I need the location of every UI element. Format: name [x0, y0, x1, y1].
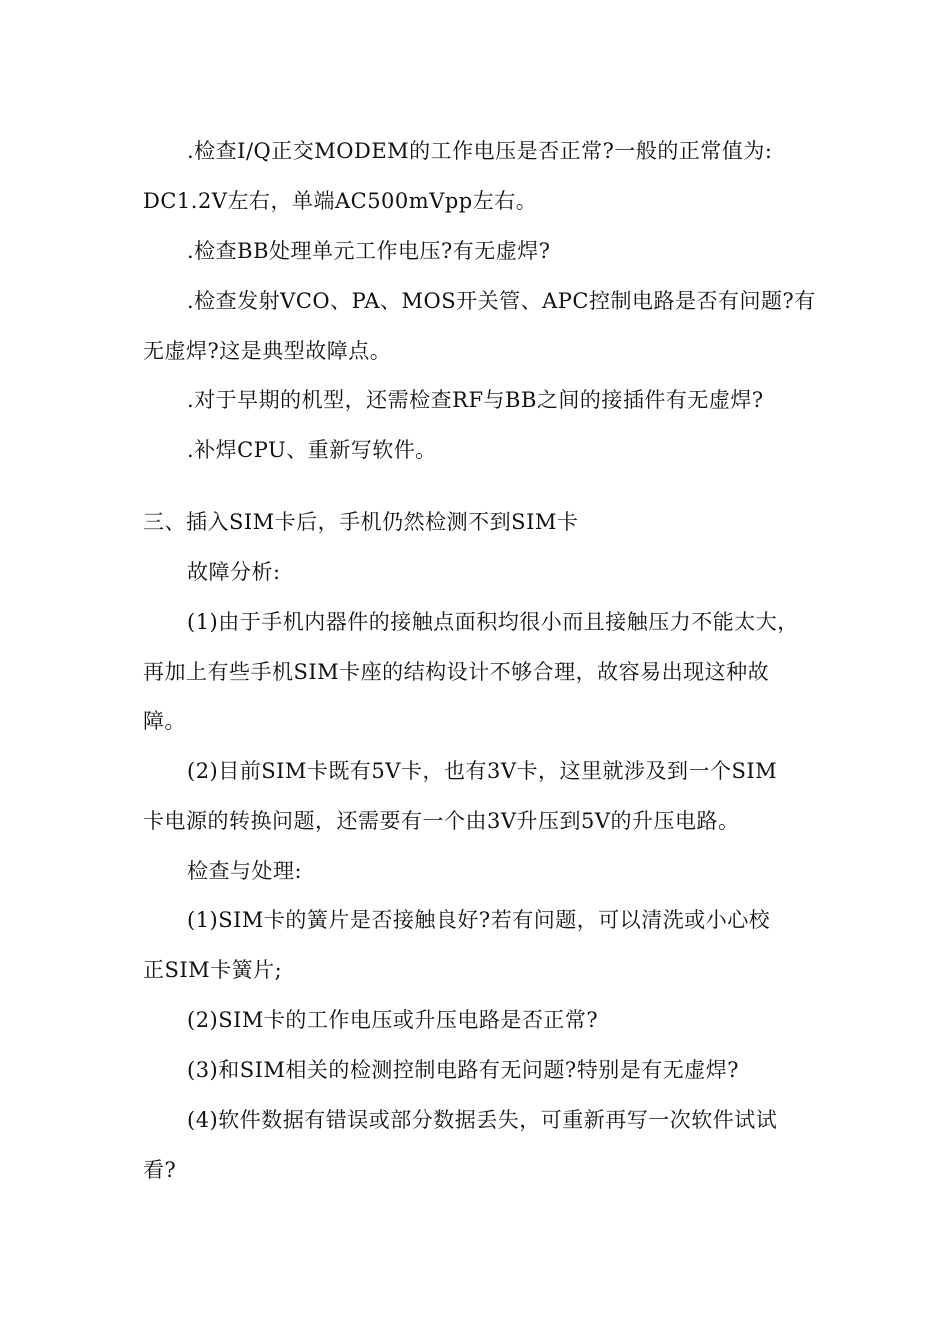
text-line: (2)SIM卡的工作电压或升压电路是否正常?: [187, 1008, 599, 1032]
text-line: 再加上有些手机SIM卡座的结构设计不够合理，故容易出现这种故: [143, 660, 770, 684]
text-line: 正SIM卡簧片;: [143, 958, 283, 982]
text-line: 障。: [143, 709, 186, 733]
text-line: 无虚焊?这是典型故障点。: [143, 339, 392, 363]
text-line: .补焊CPU、重新写软件。: [187, 438, 437, 462]
text-line: (4)软件数据有错误或部分数据丢失，可重新再写一次软件试试: [187, 1108, 778, 1132]
text-line: 卡电源的转换问题，还需要有一个由3V升压到5V的升压电路。: [143, 809, 740, 833]
text-line: 看?: [143, 1158, 177, 1182]
text-line: (3)和SIM相关的检测控制电路有无问题?特别是有无虚焊?: [187, 1058, 739, 1082]
text-line: .检查Ⅰ/Q正交MODEM的工作电压是否正常?一般的正常值为:: [187, 139, 773, 163]
text-line: .检查发射VCO、PA、MOS开关管、APC控制电路是否有问题?有: [187, 289, 816, 313]
text-line: DC1.2V左右，单端AC500mVpp左右。: [143, 189, 538, 213]
text-line: .对于早期的机型，还需检查RF与BB之间的接插件有无虚焊?: [187, 388, 764, 412]
section-heading: 三、插入SIM卡后，手机仍然检测不到SIM卡: [143, 510, 579, 534]
text-line: (1)SIM卡的簧片是否接触良好?若有问题，可以清洗或小心校: [187, 908, 771, 932]
subheading-fault-analysis: 故障分析:: [187, 560, 281, 584]
subheading-inspection: 检查与处理:: [187, 859, 303, 883]
text-line: .检查BB处理单元工作电压?有无虚焊?: [187, 239, 551, 263]
text-line: (2)目前SIM卡既有5V卡，也有3V卡，这里就涉及到一个SIM: [187, 759, 778, 783]
text-line: (1)由于手机内器件的接触点面积均很小而且接触压力不能太大，: [187, 610, 799, 634]
